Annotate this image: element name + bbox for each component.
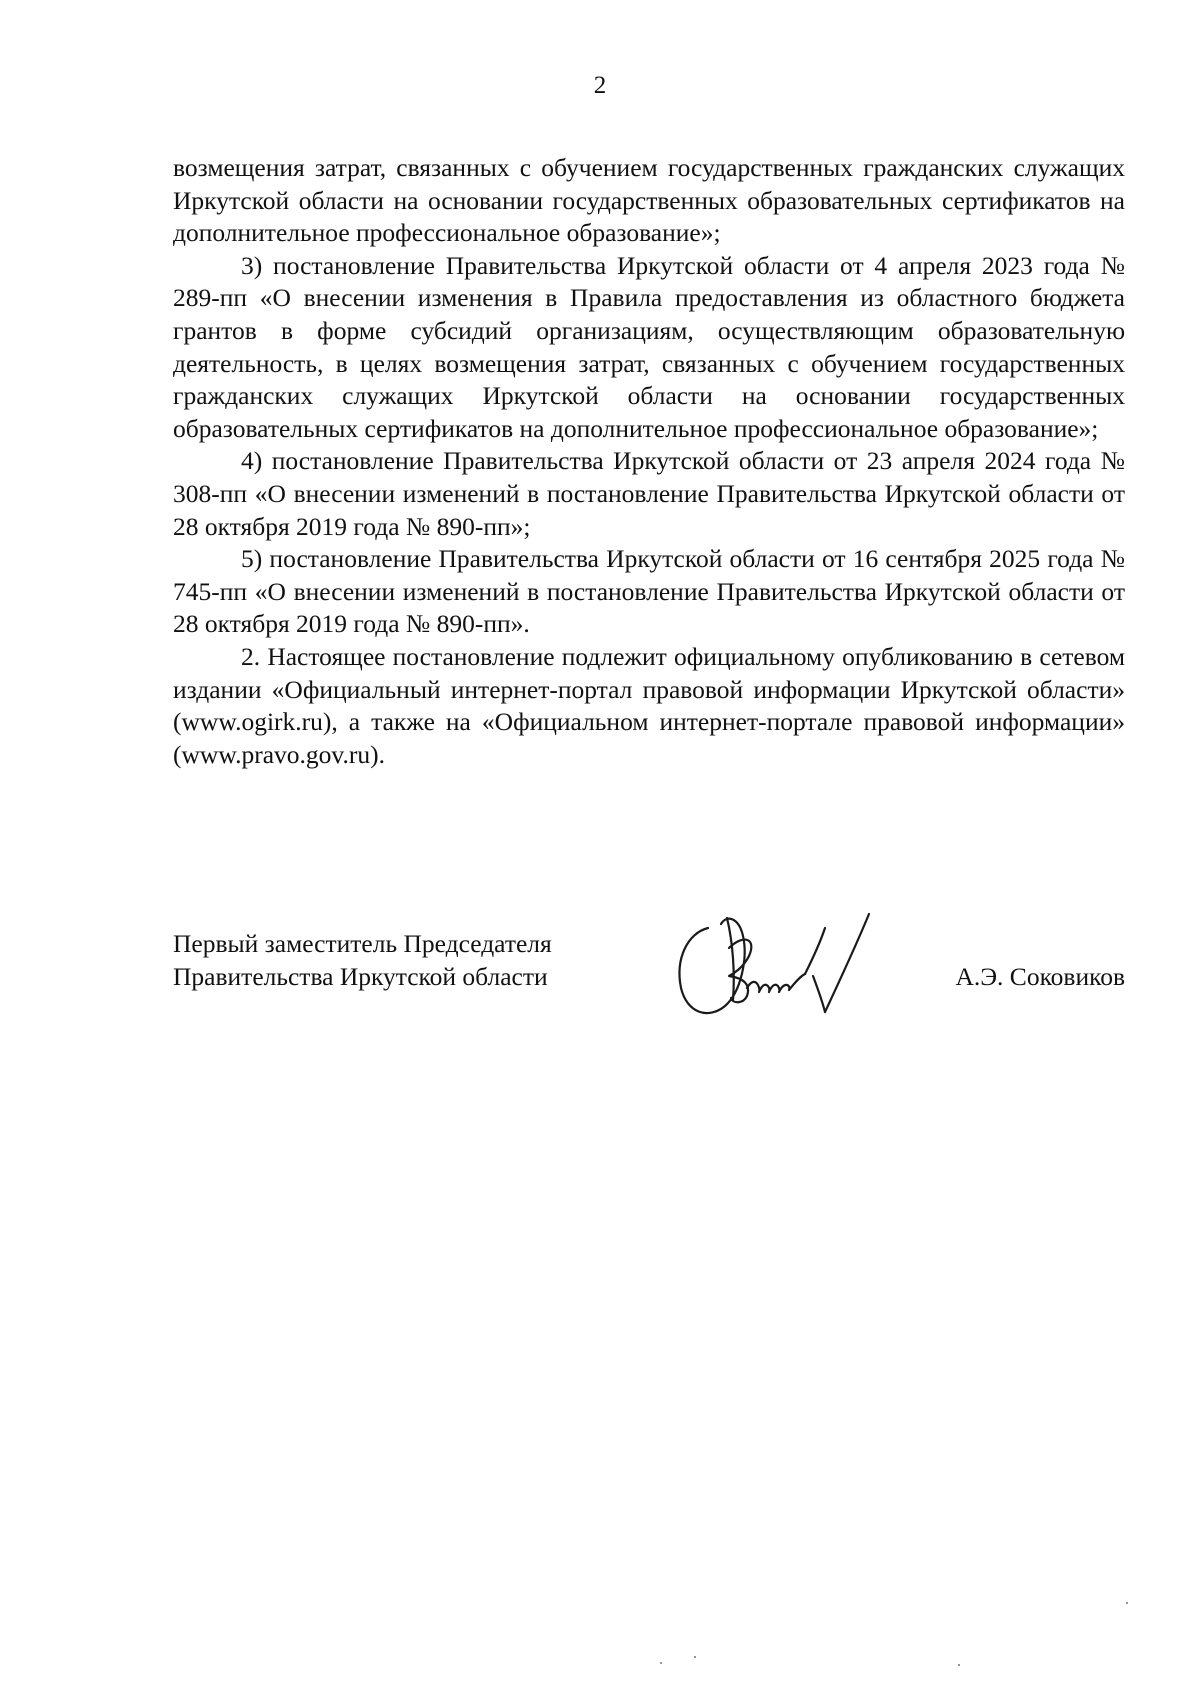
paragraph-continuation: возмещения затрат, связанных с обучением государственных гражданских служащих Иркутской области на основании государственных образовательных сертификатов на дополнительное профессиональное образование»;	[173, 153, 1125, 248]
signer-title-line-2: Правительства Иркутской области	[173, 961, 548, 991]
scan-speck	[694, 1656, 696, 1658]
paragraph-item-3: 3) постановление Правительства Иркутской области от 4 апреля 2023 года № 289-пп «О внесении изменения в Правила предоставления из областного бюджета грантов в форме субсидий организациям, осуществляющим образовательную деятельность, в целях возмещения затрат, связанных с обучением государственных гражданских служащих Иркутской области на основании государственных образовательных сертификатов на дополнительное профессиональное образование»;	[173, 250, 1125, 443]
scan-speck	[1126, 1602, 1128, 1604]
page-number: 2	[593, 72, 607, 99]
handwritten-signature	[663, 888, 893, 1023]
paragraph-item-5: 5) постановление Правительства Иркутской области от 16 сентября 2025 года № 745-пп «О внесении изменений в постановление Правительства Иркутской области от 28 октября 2019 года № 890-пп».	[173, 544, 1125, 639]
document-body	[173, 152, 1125, 771]
scan-speck	[660, 1662, 662, 1664]
signature-block	[173, 928, 1125, 1058]
signer-title-line-1: Первый заместитель Председателя	[173, 929, 552, 958]
paragraph-item-4: 4) постановление Правительства Иркутской области от 23 апреля 2024 года № 308-пп «О внесении изменений в постановление Правительства Иркутской области от 28 октября 2019 года № 890-пп»;	[173, 446, 1125, 541]
signer-name: А.Э. Соковиков	[955, 961, 1125, 991]
scan-speck	[958, 1664, 960, 1666]
signer-title	[173, 928, 633, 993]
paragraph-clause-2: 2. Настоящее постановление подлежит официальному опубликованию в сетевом издании «Официальный интернет-портал правовой информации Иркутской области» (www.ogirk.ru), а также на «Официальном интернет-портале правовой информации» (www.pravo.gov.ru).	[173, 641, 1125, 769]
